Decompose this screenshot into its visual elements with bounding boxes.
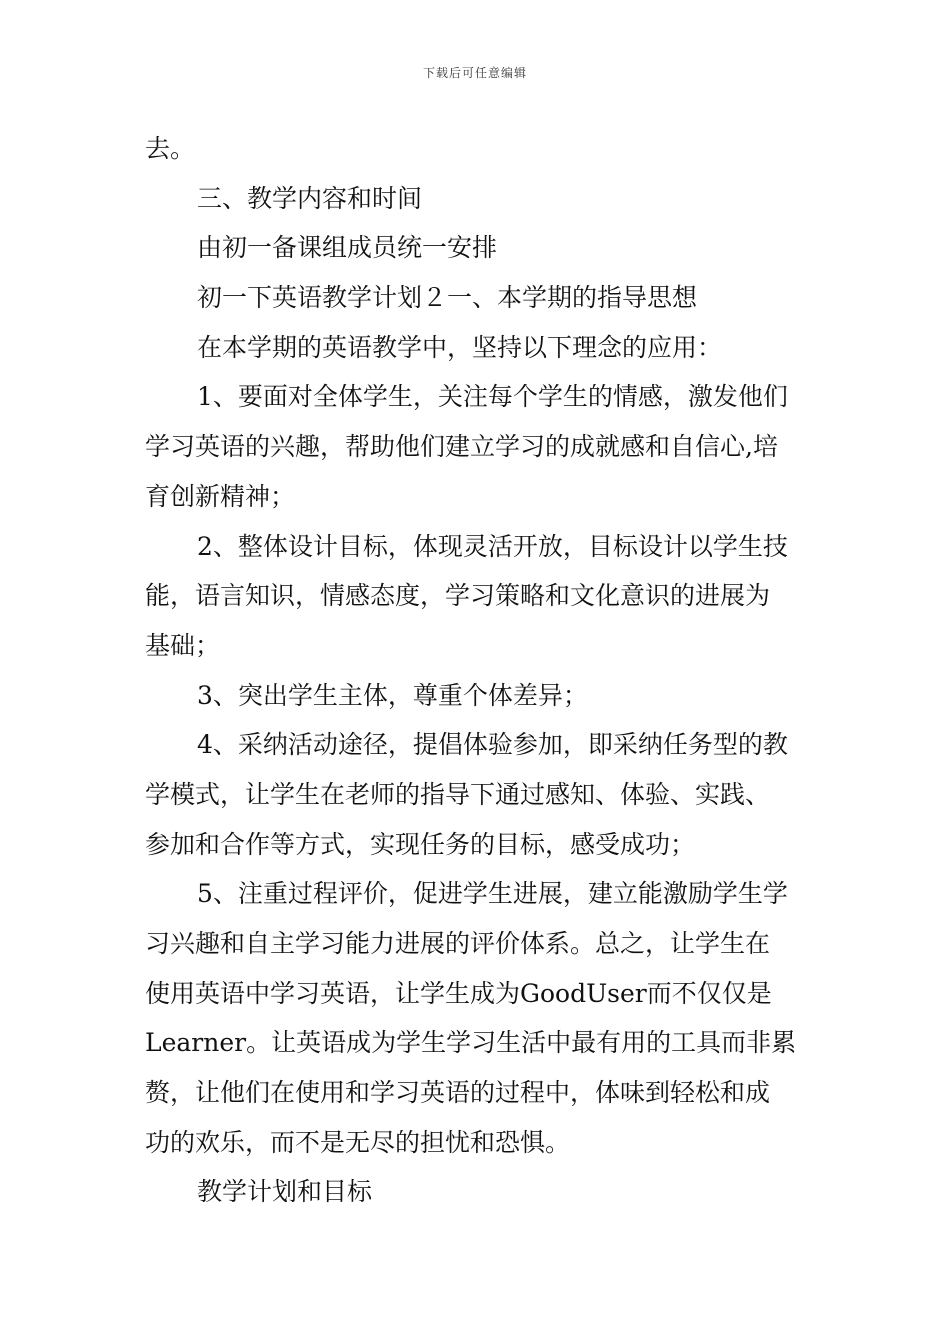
list-item-5: 5、注重过程评价，促进学生进展，建立能激励学生学 [197,879,788,909]
list-item-2: 2、整体设计目标，体现灵活开放，目标设计以学生技 [197,531,788,561]
text-line: 学模式，让学生在老师的指导下通过感知、体验、实践、 [145,779,771,809]
text-line: 基础； [145,630,221,660]
text-line: 习兴趣和自主学习能力进展的评价体系。总之，让学生在 [145,929,771,958]
text-line: 功的欢乐，而不是无尽的担忧和恐惧。 [145,1127,571,1157]
page-header: 下载后可任意编辑 [422,66,527,80]
document-body [145,124,807,1217]
text-line: 由初一备课组成员统一安排 [197,233,498,263]
text-line: Learner。让英语成为学生学习生活中最有用的工具而非累 [145,1028,797,1058]
text-line: 参加和合作等方式，实现任务的目标，感受成功； [145,829,696,859]
list-item-4: 4、采纳活动途径，提倡体验参加，即采纳任务型的教 [197,730,788,760]
text-line: 在本学期的英语教学中，坚持以下理念的应用： [197,332,723,362]
text-line: 使用英语中学习英语，让学生成为GoodUser而不仅仅是 [145,978,772,1008]
text-line: 去。 [145,134,196,163]
text-line: 育创新精神； [145,481,296,511]
section-heading: 教学计划和目标 [197,1177,373,1207]
section-heading: 初一下英语教学计划２一、本学期的指导思想 [197,283,698,313]
section-heading: 三、教学内容和时间 [197,183,423,213]
text-line: 能，语言知识，情感态度，学习策略和文化意识的进展为 [145,581,771,611]
text-line: 赘，让他们在使用和学习英语的过程中，体味到轻松和成 [145,1078,771,1108]
text-line: 学习英语的兴趣，帮助他们建立学习的成就感和自信心,培 [145,432,778,462]
list-item-1: 1、要面对全体学生，关注每个学生的情感，激发他们 [197,382,788,412]
list-item-3: 3、突出学生主体，尊重个体差异； [197,680,588,710]
